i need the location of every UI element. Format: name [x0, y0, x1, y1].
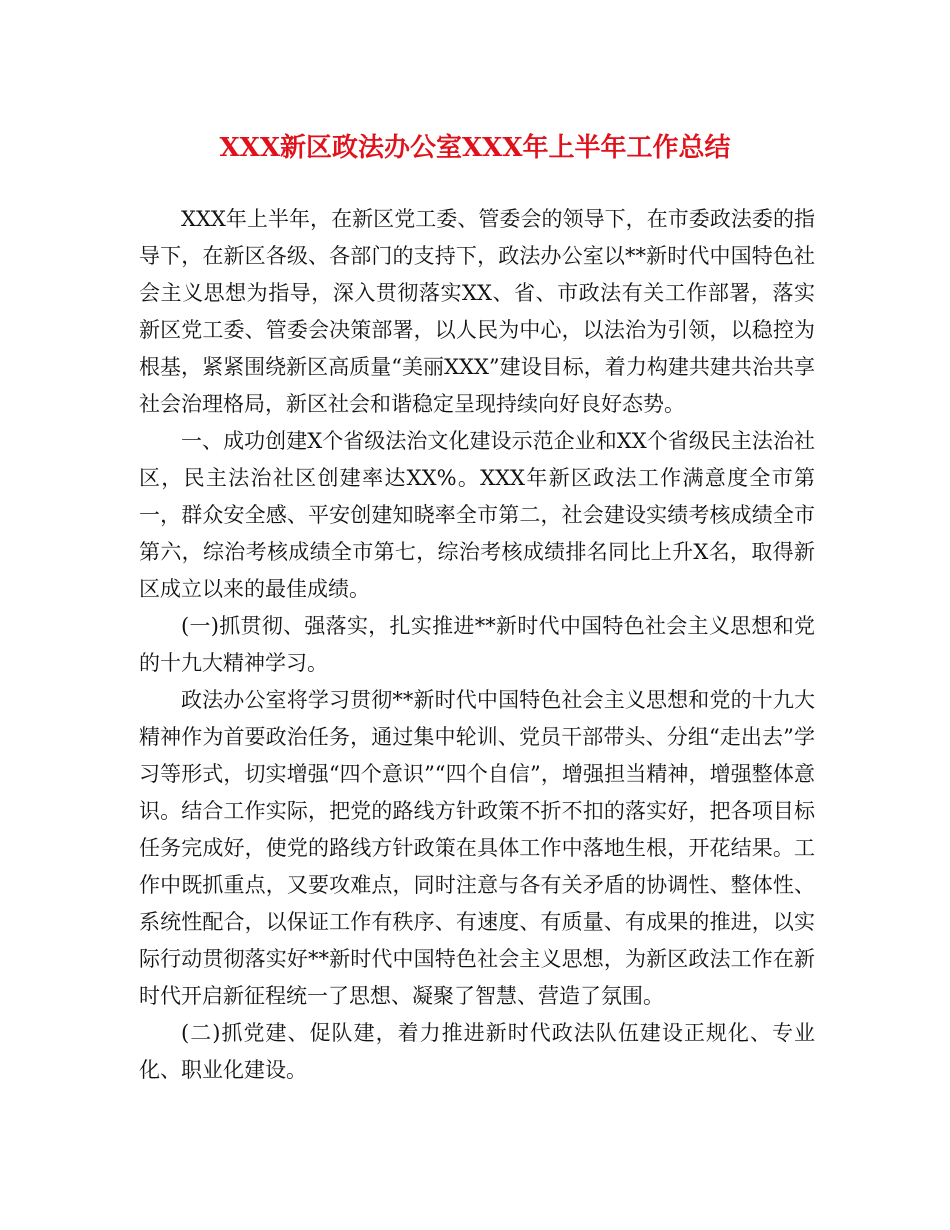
paragraph-study: 政法办公室将学习贯彻**新时代中国特色社会主义思想和党的十九大精神作为首要政治任务，通过集中轮训、党员干部带头、分组“走出去”学习等形式，切实增强“四个意识”“四个自信”，增强担当精神，增强整体意识。结合工作实际，把党的路线方针政策不折不扣的落实好，把各项目标任务完成好，使党的路线方针政策在具体工作中落地生根，开花结果。工作中既抓重点，又要攻难点，同时注意与各有关矛盾的协调性、整体性、系统性配合，以保证工作有秩序、有速度、有质量、有成果的推进，以实际行动贯彻落实好**新时代中国特色社会主义思想，为新区政法工作在新时代开启新征程统一了思想、凝聚了智慧、营造了氛围。: [139, 688, 815, 1008]
paragraph-section-one: 一、成功创建X个省级法治文化建设示范企业和XX个省级民主法治社区，民主法治社区创建率达XX%。XXX年新区政法工作满意度全市第一，群众安全感、平安创建知晓率全市第二，社会建设实绩考核成绩全市第六，综治考核成绩全市第七，综治考核成绩排名同比上升X名，取得新区成立以来的最佳成绩。: [139, 429, 815, 601]
paragraph-subheading-one: (一)抓贯彻、强落实，扎实推进**新时代中国特色社会主义思想和党的十九大精神学习。: [139, 614, 815, 675]
paragraph-subheading-two: (二)抓党建、促队建，着力推进新时代政法队伍建设正规化、专业化、职业化建设。: [139, 1021, 815, 1082]
paragraph-intro: XXX年上半年，在新区党工委、管委会的领导下，在市委政法委的指导下，在新区各级、各部门的支持下，政法办公室以**新时代中国特色社会主义思想为指导，深入贯彻落实XX、省、市政法有关工作部署，落实新区党工委、管委会决策部署，以人民为中心，以法治为引领，以稳控为根基，紧紧围绕新区高质量“美丽XXX”建设目标，着力构建共建共治共享社会治理格局，新区社会和谐稳定呈现持续向好良好态势。: [139, 207, 815, 416]
document-title: XXX新区政法办公室XXX年上半年工作总结: [219, 133, 731, 163]
document-body: [139, 201, 815, 1089]
